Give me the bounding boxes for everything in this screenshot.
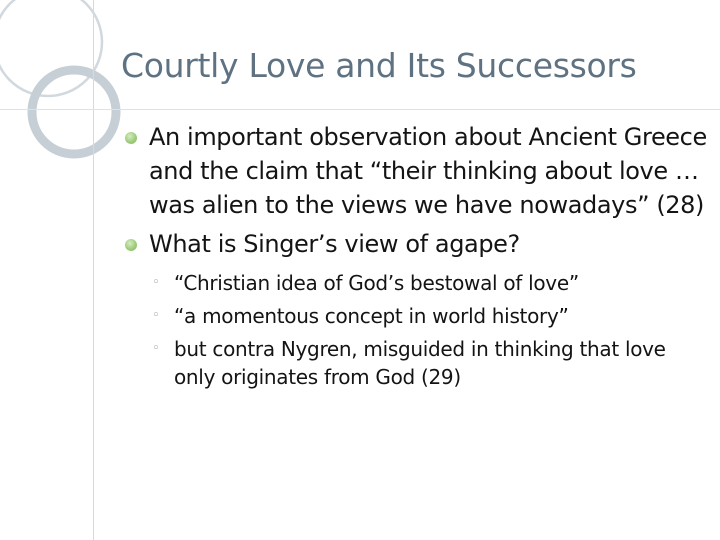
sub-bullet-text: “a momentous concept in world history”: [174, 304, 569, 328]
sub-bullet-text: but contra Nygren, misguided in thinking that love only originates from God (29): [174, 337, 666, 389]
sub-bullet-item: [125, 302, 710, 330]
sub-bullet-text: “Christian idea of God’s bestowal of love”: [174, 271, 579, 295]
bullet-item: [125, 120, 710, 222]
ring-bullet-icon: ◦: [152, 341, 160, 356]
sub-bullet-item: [125, 335, 710, 391]
sub-bullet-item: [125, 269, 710, 297]
bullet-text: An important observation about Ancient Greece and the claim that “their thinking about love …was alien to the views we have nowadays” (28): [149, 123, 707, 219]
sub-bullet-list: [125, 269, 710, 391]
bullet-item: [125, 227, 710, 261]
small-ring: [32, 70, 116, 154]
bullet-text: What is Singer’s view of agape?: [149, 230, 520, 258]
title-underline: [0, 109, 720, 110]
slide-body: [125, 120, 710, 396]
vertical-divider: [93, 0, 94, 540]
ring-bullet-icon: ◦: [152, 275, 160, 290]
ring-bullet-icon: ◦: [152, 308, 160, 323]
slide-title: Courtly Love and Its Successors: [121, 46, 637, 85]
bullet-dot-icon: [125, 132, 137, 144]
bullet-dot-icon: [125, 239, 137, 251]
